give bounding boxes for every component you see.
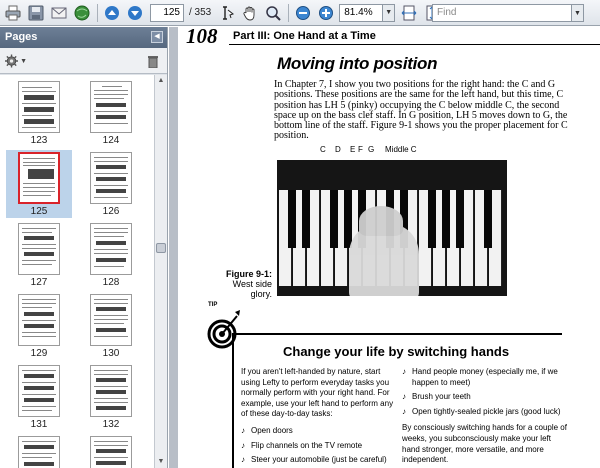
thumbnail-image xyxy=(18,81,60,133)
options-button[interactable] xyxy=(5,54,27,68)
fit-width-icon xyxy=(401,5,417,21)
save-button[interactable] xyxy=(26,3,46,23)
page-gutter xyxy=(169,27,178,468)
thumbnail-image xyxy=(18,152,60,204)
zoom-level-input[interactable]: 81.4% xyxy=(339,4,383,22)
thumbnail-image xyxy=(18,436,60,468)
thumbnail-label: 126 xyxy=(102,206,120,217)
figure-piano-photo xyxy=(277,160,507,296)
arrow-up-icon xyxy=(104,5,120,21)
thumbnail-page-127[interactable] xyxy=(6,221,72,289)
scroll-down-button[interactable] xyxy=(155,456,167,468)
gear-icon xyxy=(5,54,18,68)
thumbnail-page-126[interactable] xyxy=(78,150,144,218)
tip-bullet: ♪ Open tightly-sealed pickle jars (good luck) xyxy=(402,407,567,418)
figure-caption-text: West side glory. xyxy=(232,279,272,299)
thumbnail-page-next-left[interactable] xyxy=(6,434,72,468)
delete-pages-button[interactable] xyxy=(147,54,159,68)
thumbnail-page-132[interactable] xyxy=(78,363,144,431)
hand-tool-button[interactable] xyxy=(240,3,260,23)
arrow-down-icon xyxy=(127,5,143,21)
key-label: C xyxy=(320,145,326,154)
hand-icon xyxy=(242,5,258,21)
key-label: Middle C xyxy=(385,145,417,154)
thumbnail-label: 132 xyxy=(102,419,120,430)
scroll-up-button[interactable] xyxy=(155,75,167,87)
body-paragraph: In Chapter 7, I show you two positions for the right hand: the C and G positions. These positions are the same for the left hand, but this time, C position has LH 5 (pinky) occupying the C below middle C, the second space up on the bass clef staff. In G position, LH 5 moves down to G, the bottom line of the staff. Figure 9-1 shows you the proper placement for C position. xyxy=(274,79,568,142)
zoom-in-button[interactable] xyxy=(316,3,336,23)
thumbnail-page-next-right[interactable] xyxy=(78,434,144,468)
thumbnail-label: 131 xyxy=(30,419,48,430)
globe-icon xyxy=(74,5,90,21)
thumbnail-image xyxy=(90,81,132,133)
thumbnail-image xyxy=(90,223,132,275)
thumbnail-label: 128 xyxy=(102,277,120,288)
minus-circle-icon xyxy=(295,5,311,21)
chevron-down-icon: ▼ xyxy=(20,57,27,65)
tip-left-column xyxy=(241,367,396,466)
thumbnail-page-128[interactable] xyxy=(78,221,144,289)
zoom-dropdown-button[interactable] xyxy=(383,4,395,22)
document-view[interactable] xyxy=(169,27,600,468)
trash-icon xyxy=(147,54,159,68)
page-total: / 353 xyxy=(189,7,212,18)
tip-bullet: ♪ Brush your teeth xyxy=(402,392,567,403)
toolbar-separator xyxy=(288,4,289,22)
tip-bullet: ♪ Hand people money (especially me, if we happen to meet) xyxy=(402,367,567,388)
key-label: D xyxy=(335,145,341,154)
tip-closing: By consciously switching hands for a couple of weeks, you subconsciously make your left hand stronger, more versatile, and more independent. xyxy=(402,423,567,465)
magnifier-icon xyxy=(265,5,281,21)
thumbnail-label: 125 xyxy=(30,206,48,217)
tip-right-column xyxy=(402,364,567,466)
page-number-input[interactable]: 125 xyxy=(150,4,184,22)
previous-page-button[interactable] xyxy=(102,3,122,23)
collapse-panel-button[interactable] xyxy=(151,31,163,43)
find-dropdown-button[interactable] xyxy=(572,4,584,22)
find-input[interactable]: Find xyxy=(432,4,572,22)
select-tool-button[interactable] xyxy=(217,3,237,23)
pages-panel-title: Pages xyxy=(5,31,38,43)
chevron-down-icon: ▼ xyxy=(157,458,165,465)
key-label: F xyxy=(358,145,363,154)
pages-panel-header xyxy=(0,27,167,48)
next-page-button[interactable] xyxy=(125,3,145,23)
print-button[interactable] xyxy=(3,3,23,23)
tip-bullet: ♪ Open doors xyxy=(241,426,396,437)
thumbnail-image xyxy=(18,223,60,275)
key-label: G xyxy=(368,145,375,154)
key-labels xyxy=(274,145,474,157)
thumbnail-page-129[interactable] xyxy=(6,292,72,360)
thumbnail-label: 130 xyxy=(102,348,120,359)
text-cursor-icon xyxy=(219,5,235,21)
print-icon xyxy=(5,5,21,21)
chevron-up-icon: ▲ xyxy=(157,77,165,84)
thumbnail-page-125[interactable] xyxy=(6,150,72,218)
figure-label: Figure 9-1: xyxy=(225,269,272,279)
thumbnail-page-123[interactable] xyxy=(6,79,72,147)
thumbnail-image xyxy=(90,365,132,417)
key-label: E xyxy=(350,145,356,154)
header-rule xyxy=(229,44,600,45)
tip-title: Change your life by switching hands xyxy=(283,344,510,359)
thumbnail-label: 124 xyxy=(102,135,120,146)
chevron-down-icon: ▼ xyxy=(385,9,393,16)
thumbnail-label: 129 xyxy=(30,348,48,359)
thumbnail-image xyxy=(90,436,132,468)
zoom-tool-button[interactable] xyxy=(263,3,283,23)
tip-bullet: ♪ Flip channels on the TV remote xyxy=(241,441,396,452)
thumbnail-page-130[interactable] xyxy=(78,292,144,360)
running-header: Part III: One Hand at a Time xyxy=(233,30,376,42)
collaborate-button[interactable] xyxy=(72,3,92,23)
page-number: 108 xyxy=(186,27,218,48)
tip-intro: If you aren't left-handed by nature, start using Lefty to perform everyday tasks you normally perform with your right hand. For example, use your left hand to perform any of these day-to-day tasks: xyxy=(241,367,394,419)
chevron-down-icon: ▼ xyxy=(574,9,581,17)
section-title: Moving into position xyxy=(277,54,438,73)
scrollbar-thumb[interactable] xyxy=(156,243,166,253)
plus-circle-icon xyxy=(318,5,334,21)
page-thumbnails xyxy=(0,75,154,468)
figure-caption xyxy=(217,269,272,299)
envelope-icon xyxy=(51,5,67,21)
thumbnail-label: 123 xyxy=(30,135,48,146)
tip-label: TIP xyxy=(208,302,218,308)
thumbnail-image xyxy=(90,152,132,204)
save-icon xyxy=(28,5,44,21)
thumbnail-image xyxy=(18,365,60,417)
fit-width-button[interactable] xyxy=(399,3,419,23)
zoom-out-button[interactable] xyxy=(293,3,313,23)
thumbnails-scrollbar[interactable] xyxy=(154,75,167,468)
thumbnail-image xyxy=(90,294,132,346)
hand-shape xyxy=(349,224,419,296)
pages-panel xyxy=(0,27,168,468)
toolbar-separator xyxy=(97,4,98,22)
thumbnail-page-131[interactable] xyxy=(6,363,72,431)
thumbnail-image xyxy=(18,294,60,346)
thumbnail-label: 127 xyxy=(30,277,48,288)
pages-panel-toolbar xyxy=(0,48,167,74)
email-button[interactable] xyxy=(49,3,69,23)
chevron-left-icon: ◀ xyxy=(154,33,160,40)
thumbnail-page-124[interactable] xyxy=(78,79,144,147)
tip-bullet: ♪ Steer your automobile (just be careful) xyxy=(241,455,396,466)
